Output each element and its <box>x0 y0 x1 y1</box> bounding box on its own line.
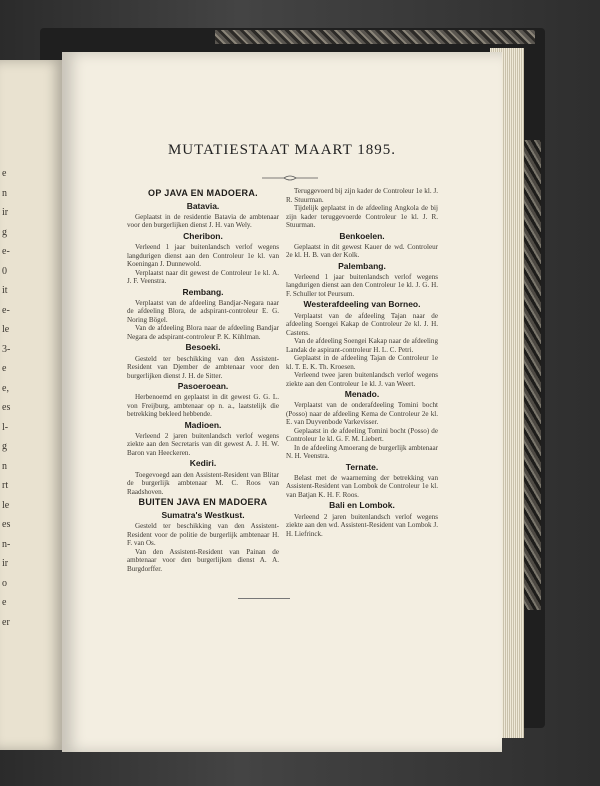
left-page-fragment: n- <box>2 538 11 550</box>
paragraph: Verplaatst van de afdeeling Tajan naar de afdeeling Soengei Kakap de Controleur 2e kl. J. H. Castens. <box>286 311 438 337</box>
left-page-fragment: g <box>2 441 7 452</box>
region-heading: Bali en Lombok. <box>329 500 395 511</box>
region-heading: Ternate. <box>345 461 379 472</box>
paragraph: Gesteld ter beschikking van den Assistent-Resident voor de politie de burgerlijk ambtenaar H. F. van Os. <box>127 522 279 548</box>
left-page-fragment: e- <box>2 304 10 316</box>
left-page-fragment: es <box>2 402 11 413</box>
paragraph: Van den Assistent-Resident van Painan de ambtenaar voor den burgerlijken dienst A. A. Burgdorffer. <box>127 547 279 573</box>
left-page-fragment: le <box>2 324 10 335</box>
left-page-fragment: e <box>2 363 7 374</box>
marbled-edge-top <box>215 30 535 44</box>
ornament-divider <box>262 174 318 182</box>
region-heading: Cheribon. <box>183 230 223 241</box>
left-page-fragment: rt <box>2 480 9 491</box>
paragraph: Geplaatst in de afdeeling Tomini bocht (Posso) de Controleur 1e kl. G. F. M. Liebert. <box>286 426 438 444</box>
left-page-fragment: ir <box>2 207 9 218</box>
left-page-fragment: er <box>2 616 10 628</box>
region-heading: Westerafdeeling van Borneo. <box>303 299 421 310</box>
region-heading: Sumatra's Westkust. <box>161 509 245 520</box>
paragraph: Verplaatst naar dit gewest de Controleur 1e kl. A. J. F. Veenstra. <box>127 268 279 286</box>
left-page-fragment: n <box>2 460 7 472</box>
paragraph: Geplaatst in de afdeeling Tajan de Controleur 1e kl. T. E. K. Th. Kroesen. <box>286 354 438 371</box>
marbled-edge-side <box>521 140 541 610</box>
paragraph: Gesteld ter beschikking van den Assistent-Resident van Djember de ambtenaar voor den burgerlijken dienst J. H. de Sitter. <box>127 354 279 380</box>
left-page <box>0 60 64 750</box>
left-page-fragment: e, <box>2 382 9 394</box>
paragraph: Toegevoegd aan den Assistent-Resident van Blitar de burgerlijk ambtenaar M. C. Roos van Raadshoven. <box>127 470 279 496</box>
region-heading: Pasoeroean. <box>177 381 229 392</box>
left-page-fragment: l- <box>2 421 9 433</box>
left-page-fragment: ir <box>2 558 9 569</box>
paragraph: Van de afdeeling Soengei Kakap naar de afdeeling Landak de aspirant-controleur H. L. C. Petri. <box>286 337 438 354</box>
paragraph: Tijdelijk geplaatst in de afdeeling Angkola de bij zijn kader teruggevoerde Controleur 1e kl. J. R. Stuurman. <box>286 204 438 229</box>
left-page-fragment: e <box>2 168 7 179</box>
left-page-fragment: o <box>2 577 7 589</box>
section-heading: BUITEN JAVA EN MADOERA <box>138 497 268 508</box>
region-heading: Palembang. <box>338 260 386 271</box>
region-heading: Benkoelen. <box>339 230 385 241</box>
region-heading: Rembang. <box>182 286 224 297</box>
paragraph: Van de afdeeling Blora naar de afdeeling Bandjar Negara de adspirant-controleur P. K. Kühlman. <box>127 324 279 341</box>
left-column <box>127 187 279 573</box>
page-title: MUTATIESTAAT MAART 1895. <box>167 142 397 158</box>
left-page-fragment: it <box>2 285 8 296</box>
paragraph: Geplaatst in de residentie Batavia de ambtenaar voor den burgerlijken dienst J. H. van Wely. <box>127 212 279 230</box>
paragraph: Verleend 1 jaar buitenlandsch verlof wegens langdurigen dienst aan den Controleur 1e kl. van Koeningan J. Dunnewold. <box>127 243 279 269</box>
left-page-fragment: 0 <box>2 265 7 277</box>
left-page-fragment: g <box>2 226 7 238</box>
paragraph: Verleend 2 jaren buitenlandsch verlof wegens ziekte aan den wd. Assistent-Resident van Lombok J. H. Liefrinck. <box>286 512 438 538</box>
region-heading: Kediri. <box>189 458 217 469</box>
paragraph: Verleend 2 jaren buitenlandsch verlof wegens ziekte aan den Secretaris van dit gewest A. J. H. W. Baron van Heeckeren. <box>127 431 279 457</box>
region-heading: Batavia. <box>186 200 220 211</box>
paragraph: Geplaatst in dit gewest Kauer de wd. Controleur 2e kl. H. B. van der Kolk. <box>286 242 438 260</box>
paragraph: In de afdeeling Amoerang de burgerlijk ambtenaar N. H. Veenstra. <box>286 443 438 461</box>
left-page-fragment: es <box>2 519 11 530</box>
paragraph: Herbenoemd en geplaatst in dit gewest G. G. L. von Freijburg, ambtenaar op n. a., laatstelijk die betrekking bekleed hebbende. <box>127 393 279 419</box>
left-page-fragment: e <box>2 597 7 608</box>
left-page-fragment: le <box>2 499 10 511</box>
paragraph: Verleend 1 jaar buitenlandsch verlof wegens langdurigen dienst aan den Controleur 1e kl. J. G. H. F. Schuller tot Peursum. <box>286 272 438 298</box>
left-page-fragment: n <box>2 187 7 199</box>
section-heading: OP JAVA EN MADOERA. <box>148 188 258 198</box>
paragraph: Teruggevoerd bij zijn kader de Controleur 1e kl. J. R. Stuurman. <box>286 187 438 204</box>
paragraph: Belast met de waarneming der betrekking van Assistent-Resident van Lombok de Controleur 1e kl. van Batjan K. H. F. Roos. <box>286 473 438 499</box>
region-heading: Madioen. <box>184 419 222 430</box>
end-rule <box>238 598 290 599</box>
left-page-fragment: e- <box>2 246 10 257</box>
left-page-fragment: 3- <box>2 343 11 355</box>
paragraph: Verplaatst van de onderafdeeling Tomini bocht (Posso) naar de afdeeling Kema de Controleur 2e kl. E. van Duyvenbode Varkevisser. <box>286 401 438 427</box>
paragraph: Verplaatst van de afdeeling Bandjar-Negara naar de afdeeling Blora, de adspirant-controleur E. G. Noring Bögel. <box>127 298 279 324</box>
right-column <box>286 187 438 538</box>
region-heading: Menado. <box>344 389 380 400</box>
book-page <box>62 52 502 752</box>
region-heading: Besoeki. <box>185 342 221 353</box>
paragraph: Verleend twee jaren buitenlandsch verlof wegens ziekte aan den Controleur 1e kl. J. van Weert. <box>286 371 438 388</box>
